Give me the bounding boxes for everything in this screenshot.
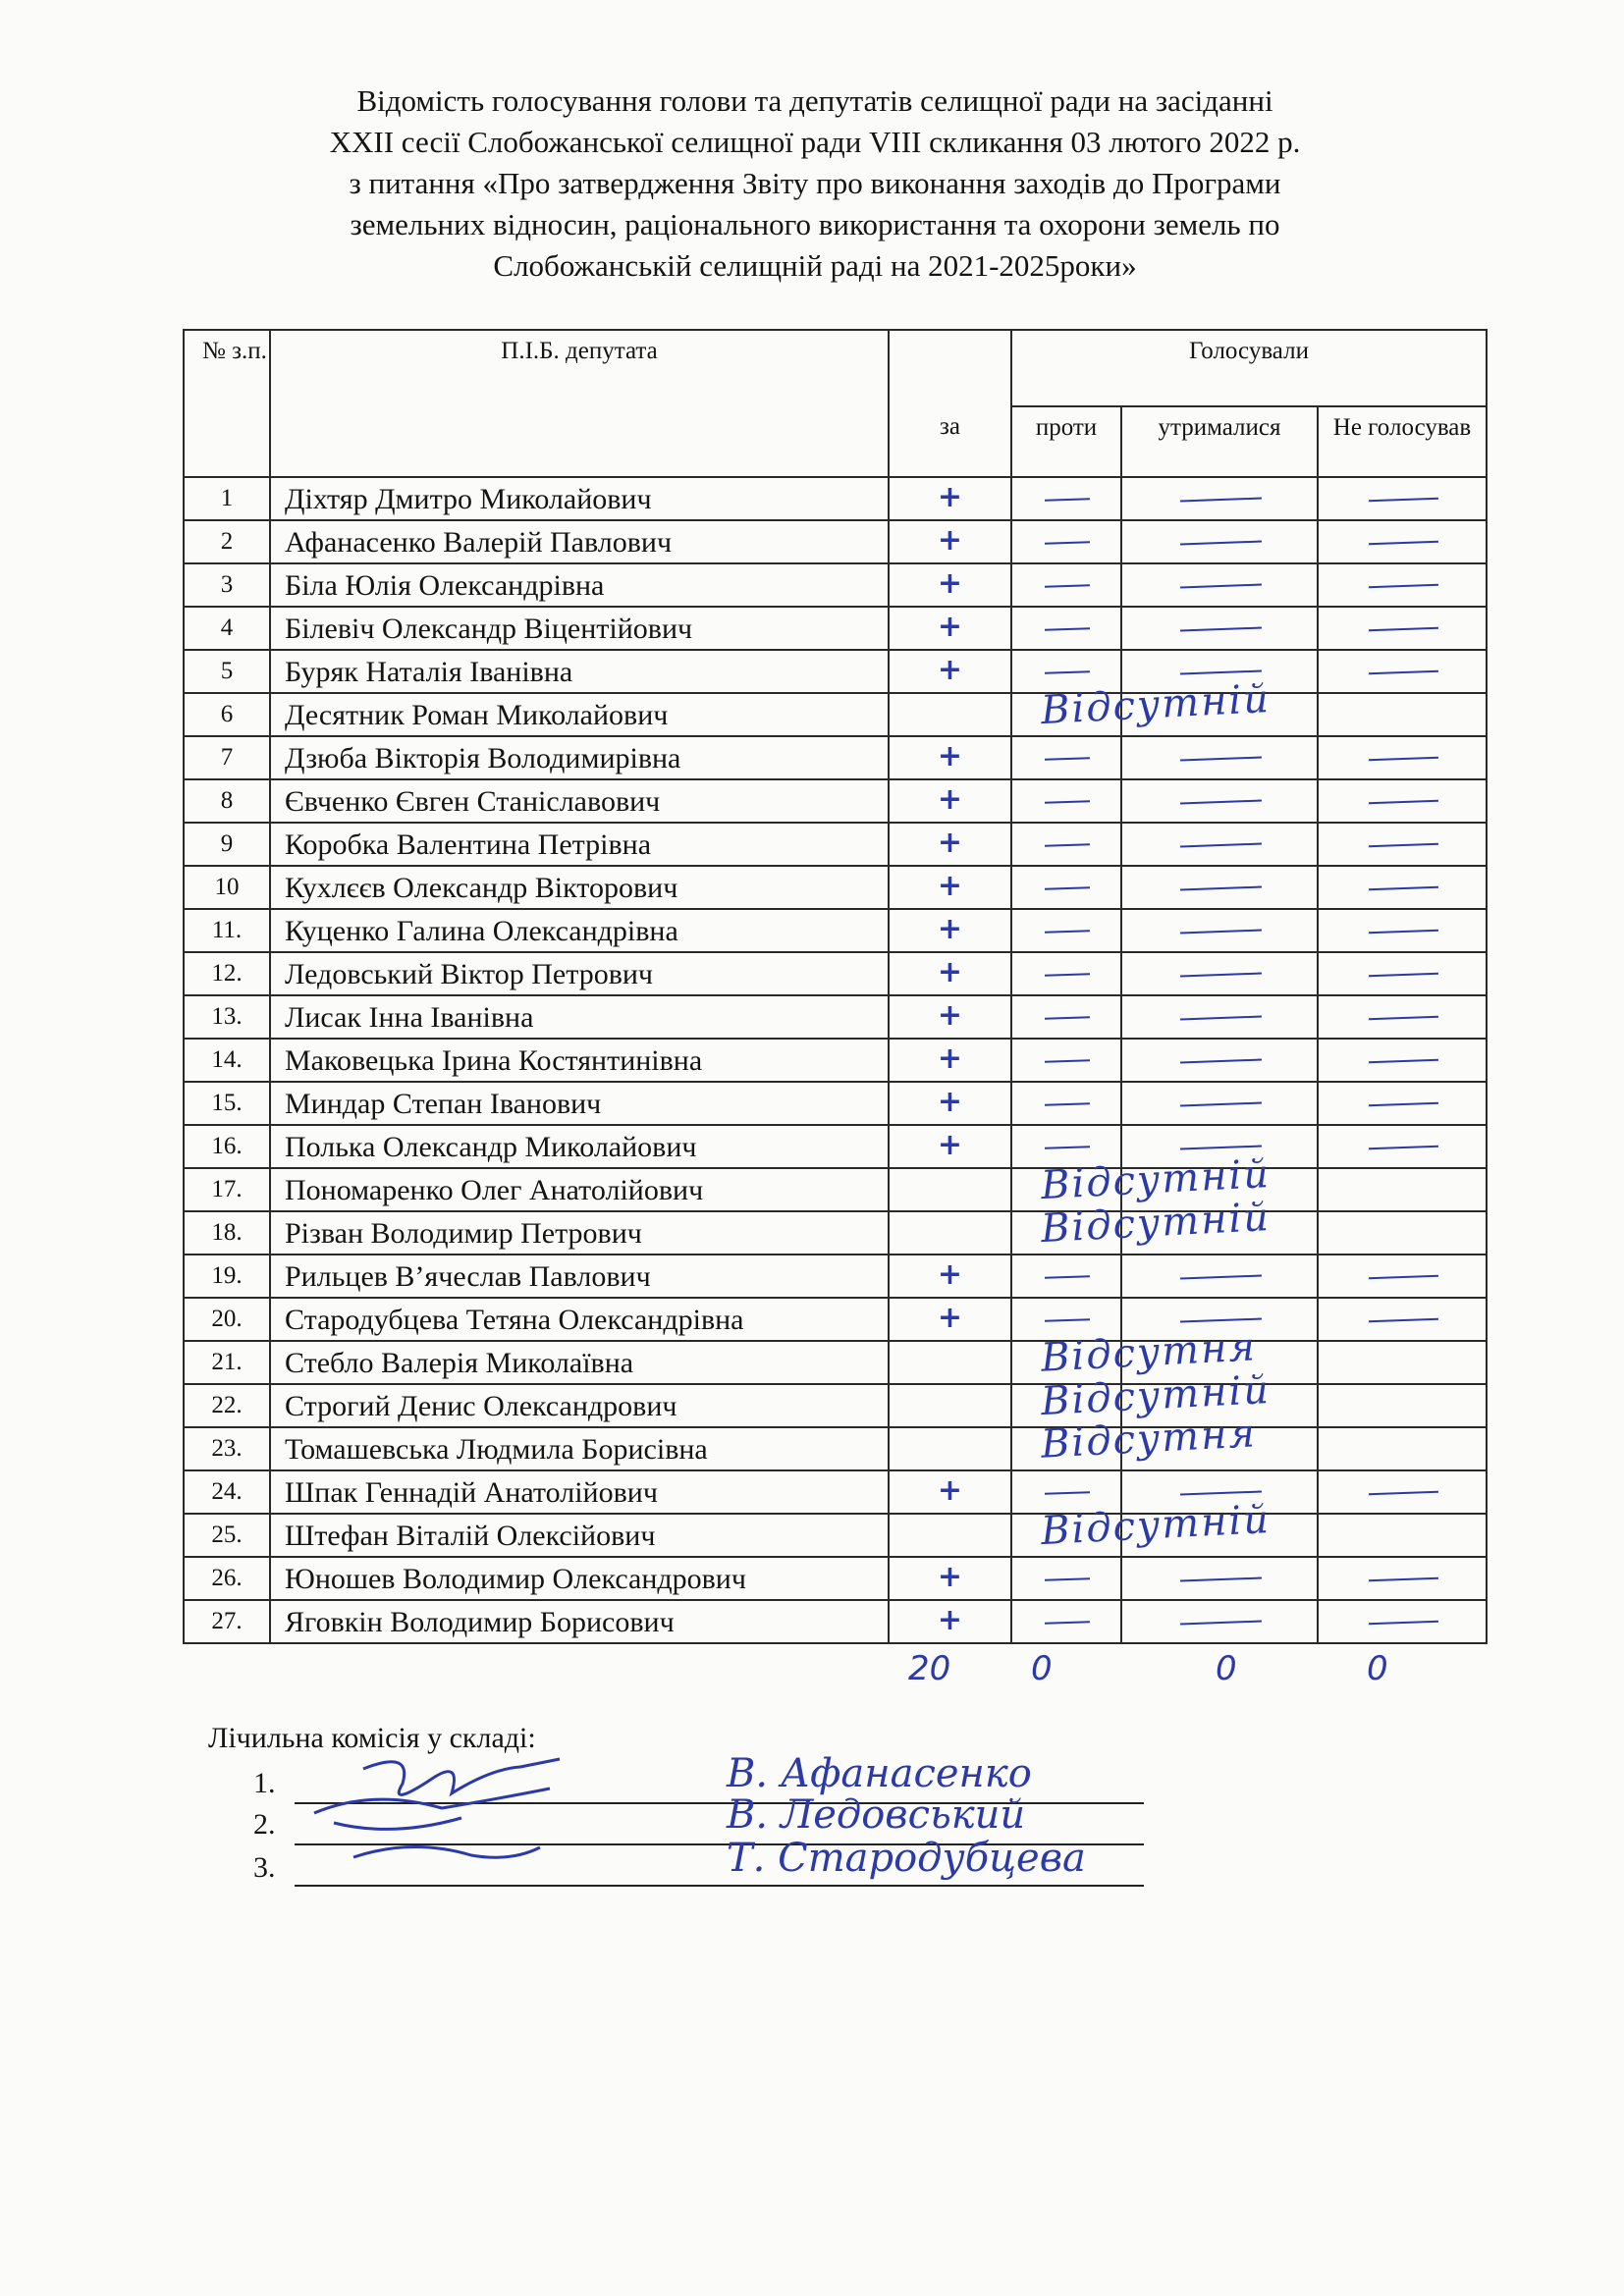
row-number: 18. — [184, 1211, 270, 1255]
vote-for-cell — [889, 1600, 1011, 1643]
dash-mark — [1045, 886, 1090, 890]
vote-not-voted-cell — [1318, 736, 1487, 779]
dash-mark — [1180, 1016, 1262, 1021]
deputy-name: Різван Володимир Петрович — [270, 1211, 889, 1255]
vote-for-cell — [889, 607, 1011, 650]
table-body — [184, 477, 1487, 1643]
table-row — [184, 520, 1487, 563]
deputy-name: Євченко Євген Станіславович — [270, 779, 889, 823]
vote-abstained-cell — [1121, 909, 1318, 952]
row-number: 13. — [184, 995, 270, 1039]
dash-mark — [1180, 1102, 1262, 1107]
vote-not-voted-cell — [1318, 693, 1487, 736]
vote-for-cell — [889, 1341, 1011, 1384]
dash-mark — [1045, 541, 1090, 545]
table-row — [184, 779, 1487, 823]
vote-not-voted-cell — [1318, 650, 1487, 693]
dash-mark — [1180, 1621, 1262, 1626]
vote-not-voted-cell — [1318, 995, 1487, 1039]
header-for: за — [889, 406, 1011, 477]
dash-mark — [1369, 1102, 1438, 1106]
vote-not-voted-cell — [1318, 1039, 1487, 1082]
plus-mark: + — [937, 826, 963, 860]
dash-mark — [1045, 498, 1090, 502]
row-number: 25. — [184, 1514, 270, 1557]
dash-mark — [1180, 1491, 1262, 1496]
vote-for-cell — [889, 477, 1011, 520]
row-number: 27. — [184, 1600, 270, 1643]
row-number: 7 — [184, 736, 270, 779]
vote-abstained-cell — [1121, 1557, 1318, 1600]
vote-abstained-cell — [1121, 1255, 1318, 1298]
row-number: 14. — [184, 1039, 270, 1082]
table-row — [184, 1039, 1487, 1082]
deputy-name: Яговкін Володимир Борисович — [270, 1600, 889, 1643]
dash-mark — [1180, 1059, 1262, 1064]
row-number: 8 — [184, 779, 270, 823]
vote-not-voted-cell — [1318, 952, 1487, 995]
deputy-name: Діхтяр Дмитро Миколайович — [270, 477, 889, 520]
vote-not-voted-cell — [1318, 1341, 1487, 1384]
title-line: земельних відносин, раціонального використання та охорони земель по — [350, 207, 1280, 241]
table-row — [184, 1341, 1487, 1384]
vote-not-voted-cell — [1318, 1600, 1487, 1643]
row-number: 26. — [184, 1557, 270, 1600]
vote-for-cell — [889, 995, 1011, 1039]
dash-mark — [1180, 1577, 1262, 1582]
table-row — [184, 909, 1487, 952]
dash-mark — [1369, 757, 1438, 761]
vote-not-voted-cell — [1318, 1211, 1487, 1255]
dash-mark — [1369, 584, 1438, 588]
dash-mark — [1180, 973, 1262, 978]
vote-for-cell — [889, 650, 1011, 693]
table-row — [184, 1557, 1487, 1600]
dash-mark — [1180, 757, 1262, 762]
dash-mark — [1369, 973, 1438, 977]
table-row — [184, 1600, 1487, 1643]
absent-note: Відсутній — [1039, 1194, 1272, 1253]
vote-not-voted-cell — [1318, 823, 1487, 866]
vote-not-voted-cell — [1318, 866, 1487, 909]
row-number: 3 — [184, 563, 270, 607]
dash-mark — [1369, 930, 1438, 934]
total-abstained: 0 — [1216, 1649, 1237, 1688]
table-row — [184, 823, 1487, 866]
dash-mark — [1369, 843, 1438, 847]
row-number: 15. — [184, 1082, 270, 1125]
vote-for-cell — [889, 1427, 1011, 1470]
plus-mark: + — [937, 1603, 963, 1637]
plus-mark: + — [937, 1041, 963, 1076]
row-number: 23. — [184, 1427, 270, 1470]
dash-mark — [1045, 843, 1090, 847]
document-title — [177, 80, 1453, 287]
vote-against-cell — [1011, 1255, 1121, 1298]
dash-mark — [1180, 1318, 1262, 1323]
plus-mark: + — [937, 869, 963, 903]
row-number: 9 — [184, 823, 270, 866]
absent-note: Відсутня — [1039, 1324, 1258, 1381]
row-number: 6 — [184, 693, 270, 736]
row-number: 2 — [184, 520, 270, 563]
table-row — [184, 1082, 1487, 1125]
vote-abstained-cell — [1121, 477, 1318, 520]
vote-against-cell — [1011, 607, 1121, 650]
signature-scribbles — [295, 1739, 628, 1887]
dash-mark — [1369, 1059, 1438, 1063]
vote-not-voted-cell — [1318, 1384, 1487, 1427]
table-row — [184, 866, 1487, 909]
table-row — [184, 1427, 1487, 1470]
plus-mark: + — [937, 480, 963, 514]
vote-against-cell — [1011, 736, 1121, 779]
vote-for-cell — [889, 1125, 1011, 1168]
dash-mark — [1369, 886, 1438, 890]
deputy-name: Строгий Денис Олександрович — [270, 1384, 889, 1427]
dash-mark — [1045, 973, 1090, 977]
header-abstained: утрималися — [1121, 406, 1318, 477]
absent-note: Відсутній — [1039, 1496, 1272, 1555]
dash-mark — [1045, 1577, 1090, 1581]
header-empty — [889, 330, 1011, 406]
dash-mark — [1369, 800, 1438, 804]
dash-mark — [1045, 1318, 1090, 1322]
vote-for-cell — [889, 779, 1011, 823]
table-row — [184, 607, 1487, 650]
table-row — [184, 1298, 1487, 1341]
row-number: 19. — [184, 1255, 270, 1298]
vote-against-cell — [1011, 823, 1121, 866]
deputy-name: Куценко Галина Олександрівна — [270, 909, 889, 952]
dash-mark — [1180, 1146, 1262, 1150]
total-for: 20 — [908, 1649, 951, 1688]
plus-mark: + — [937, 1085, 963, 1119]
vote-abstained-cell — [1121, 1600, 1318, 1643]
dash-mark — [1045, 930, 1090, 934]
header-against: проти — [1011, 406, 1121, 477]
title-line: Відомість голосування голови та депутатів селищної ради на засіданні — [356, 83, 1273, 118]
plus-mark: + — [937, 523, 963, 558]
vote-abstained-cell — [1121, 952, 1318, 995]
absent-note: Відсутній — [1039, 1366, 1272, 1425]
vote-not-voted-cell — [1318, 1082, 1487, 1125]
vote-against-cell — [1011, 477, 1121, 520]
header-num: № з.п. — [184, 330, 270, 477]
table-row — [184, 1384, 1487, 1427]
vote-abstained-cell — [1121, 1039, 1318, 1082]
vote-against-cell — [1011, 1082, 1121, 1125]
vote-for-cell — [889, 1514, 1011, 1557]
row-number: 10 — [184, 866, 270, 909]
deputy-name: Полька Олександр Миколайович — [270, 1125, 889, 1168]
table-row — [184, 1470, 1487, 1514]
dash-mark — [1045, 1102, 1090, 1106]
row-number: 16. — [184, 1125, 270, 1168]
plus-mark: + — [937, 739, 963, 774]
vote-for-cell — [889, 1255, 1011, 1298]
vote-not-voted-cell — [1318, 520, 1487, 563]
dash-mark — [1369, 1275, 1438, 1279]
deputy-name: Томашевська Людмила Борисівна — [270, 1427, 889, 1470]
vote-for-cell — [889, 952, 1011, 995]
table-row — [184, 995, 1487, 1039]
deputy-name: Біла Юлія Олександрівна — [270, 563, 889, 607]
vote-not-voted-cell — [1318, 1427, 1487, 1470]
table-row — [184, 563, 1487, 607]
vote-against-cell — [1011, 866, 1121, 909]
dash-mark — [1180, 541, 1262, 546]
dash-mark — [1180, 1275, 1262, 1280]
dash-mark — [1180, 886, 1262, 891]
commission-member-name: В. Ледовський — [727, 1792, 1026, 1838]
plus-mark: + — [937, 1128, 963, 1162]
row-number: 21. — [184, 1341, 270, 1384]
dash-mark — [1045, 1491, 1090, 1495]
deputy-name: Дзюба Вікторія Володимирівна — [270, 736, 889, 779]
row-number: 1 — [184, 477, 270, 520]
commission-member-num: 1. — [253, 1767, 276, 1799]
dash-mark — [1369, 1491, 1438, 1495]
dash-mark — [1045, 670, 1090, 674]
table-row — [184, 477, 1487, 520]
vote-against-cell — [1011, 1039, 1121, 1082]
row-number: 12. — [184, 952, 270, 995]
vote-abstained-cell — [1121, 520, 1318, 563]
deputy-name: Стебло Валерія Миколаївна — [270, 1341, 889, 1384]
dash-mark — [1180, 627, 1262, 632]
table-row — [184, 693, 1487, 736]
deputy-name: Пономаренко Олег Анатолійович — [270, 1168, 889, 1211]
vote-not-voted-cell — [1318, 1470, 1487, 1514]
dash-mark — [1369, 1146, 1438, 1149]
table-row — [184, 1514, 1487, 1557]
vote-abstained-cell — [1121, 823, 1318, 866]
vote-against-cell — [1011, 909, 1121, 952]
vote-for-cell — [889, 1298, 1011, 1341]
deputy-name: Ледовський Віктор Петрович — [270, 952, 889, 995]
plus-mark: + — [937, 566, 963, 601]
vote-abstained-cell — [1121, 995, 1318, 1039]
dash-mark — [1045, 1621, 1090, 1625]
header-voted: Голосували — [1011, 330, 1487, 406]
total-not-voted: 0 — [1367, 1649, 1388, 1688]
title-line: Слобожанській селищній раді на 2021-2025роки» — [493, 248, 1137, 283]
absent-note: Відсутня — [1039, 1411, 1258, 1468]
plus-mark: + — [937, 998, 963, 1033]
plus-mark: + — [937, 782, 963, 817]
plus-mark: + — [937, 912, 963, 946]
total-against: 0 — [1031, 1649, 1053, 1688]
deputy-name: Маковецька Ірина Костянтинівна — [270, 1039, 889, 1082]
table-row — [184, 1255, 1487, 1298]
dash-mark — [1180, 584, 1262, 589]
deputy-name: Юношев Володимир Олександрович — [270, 1557, 889, 1600]
row-number: 24. — [184, 1470, 270, 1514]
dash-mark — [1045, 800, 1090, 804]
deputy-name: Буряк Наталія Іванівна — [270, 650, 889, 693]
deputy-name: Кухлєєв Олександр Вікторович — [270, 866, 889, 909]
vote-not-voted-cell — [1318, 1255, 1487, 1298]
commission-member-name: В. Афанасенко — [727, 1751, 1032, 1796]
plus-mark: + — [937, 610, 963, 644]
table-row — [184, 736, 1487, 779]
deputy-name: Десятник Роман Миколайович — [270, 693, 889, 736]
vote-for-cell — [889, 520, 1011, 563]
table-row — [184, 1125, 1487, 1168]
table-row — [184, 650, 1487, 693]
deputy-name: Білевіч Олександр Віцентійович — [270, 607, 889, 650]
vote-abstained-cell — [1121, 1082, 1318, 1125]
row-number: 20. — [184, 1298, 270, 1341]
vote-not-voted-cell — [1318, 909, 1487, 952]
vote-against-cell — [1011, 1557, 1121, 1600]
table-row — [184, 1211, 1487, 1255]
vote-not-voted-cell — [1318, 1557, 1487, 1600]
dash-mark — [1369, 627, 1438, 631]
vote-for-cell — [889, 1082, 1011, 1125]
deputy-name: Миндар Степан Іванович — [270, 1082, 889, 1125]
dash-mark — [1045, 1275, 1090, 1279]
dash-mark — [1369, 498, 1438, 502]
deputy-name: Штефан Віталій Олексійович — [270, 1514, 889, 1557]
absent-note: Відсутній — [1039, 675, 1272, 734]
vote-not-voted-cell — [1318, 1514, 1487, 1557]
title-line: XXII сесії Слобожанської селищної ради VIII скликання 03 лютого 2022 р. — [329, 125, 1301, 159]
plus-mark: + — [937, 1301, 963, 1335]
dash-mark — [1180, 800, 1262, 805]
vote-not-voted-cell — [1318, 607, 1487, 650]
dash-mark — [1045, 1146, 1090, 1149]
deputy-name: Афанасенко Валерій Павлович — [270, 520, 889, 563]
table-row — [184, 952, 1487, 995]
vote-abstained-cell — [1121, 866, 1318, 909]
dash-mark — [1369, 1577, 1438, 1581]
title-line: з питання «Про затвердження Звіту про виконання заходів до Програми — [349, 166, 1281, 200]
vote-abstained-cell — [1121, 779, 1318, 823]
vote-for-cell — [889, 1039, 1011, 1082]
dash-mark — [1045, 1059, 1090, 1063]
voting-table — [183, 329, 1488, 1644]
deputy-name: Рильцев В’ячеслав Павлович — [270, 1255, 889, 1298]
dash-mark — [1369, 1318, 1438, 1322]
row-number: 22. — [184, 1384, 270, 1427]
dash-mark — [1180, 843, 1262, 848]
deputy-name: Коробка Валентина Петрівна — [270, 823, 889, 866]
deputy-name: Лисак Інна Іванівна — [270, 995, 889, 1039]
vote-abstained-cell — [1121, 563, 1318, 607]
row-number: 5 — [184, 650, 270, 693]
plus-mark: + — [937, 653, 963, 687]
vote-not-voted-cell — [1318, 1168, 1487, 1211]
commission-member-num: 2. — [253, 1808, 276, 1841]
plus-mark: + — [937, 1257, 963, 1292]
vote-against-cell — [1011, 520, 1121, 563]
vote-for-cell — [889, 1470, 1011, 1514]
commission-label: Лічильна комісія у складі: — [208, 1722, 536, 1754]
header-name: П.І.Б. депутата — [270, 330, 889, 477]
plus-mark: + — [937, 1560, 963, 1594]
table-row — [184, 1168, 1487, 1211]
dash-mark — [1045, 627, 1090, 631]
dash-mark — [1369, 670, 1438, 674]
vote-against-cell — [1011, 779, 1121, 823]
deputy-name: Шпак Геннадій Анатолійович — [270, 1470, 889, 1514]
vote-abstained-cell — [1121, 736, 1318, 779]
header-not-voted: Не голосував — [1318, 406, 1487, 477]
vote-for-cell — [889, 866, 1011, 909]
dash-mark — [1045, 584, 1090, 588]
dash-mark — [1180, 670, 1262, 675]
vote-against-cell — [1011, 1600, 1121, 1643]
vote-not-voted-cell — [1318, 1298, 1487, 1341]
vote-for-cell — [889, 1384, 1011, 1427]
vote-for-cell — [889, 1168, 1011, 1211]
vote-not-voted-cell — [1318, 477, 1487, 520]
absent-note: Відсутній — [1039, 1150, 1272, 1209]
dash-mark — [1369, 1016, 1438, 1020]
vote-abstained-cell — [1121, 607, 1318, 650]
dash-mark — [1369, 541, 1438, 545]
row-number: 4 — [184, 607, 270, 650]
vote-for-cell — [889, 693, 1011, 736]
dash-mark — [1369, 1621, 1438, 1625]
vote-against-cell — [1011, 563, 1121, 607]
vote-for-cell — [889, 909, 1011, 952]
deputy-name: Стародубцева Тетяна Олександрівна — [270, 1298, 889, 1341]
dash-mark — [1180, 930, 1262, 934]
dash-mark — [1045, 757, 1090, 761]
plus-mark: + — [937, 955, 963, 989]
vote-against-cell — [1011, 952, 1121, 995]
vote-for-cell — [889, 1211, 1011, 1255]
commission-member-name: Т. Стародубцева — [727, 1836, 1086, 1881]
row-number: 17. — [184, 1168, 270, 1211]
vote-not-voted-cell — [1318, 563, 1487, 607]
dash-mark — [1045, 1016, 1090, 1020]
vote-not-voted-cell — [1318, 1125, 1487, 1168]
vote-for-cell — [889, 823, 1011, 866]
vote-for-cell — [889, 1557, 1011, 1600]
row-number: 11. — [184, 909, 270, 952]
commission-member-num: 3. — [253, 1851, 276, 1884]
vote-not-voted-cell — [1318, 779, 1487, 823]
plus-mark: + — [937, 1473, 963, 1508]
dash-mark — [1180, 498, 1262, 503]
vote-for-cell — [889, 563, 1011, 607]
vote-against-cell — [1011, 995, 1121, 1039]
vote-for-cell — [889, 736, 1011, 779]
